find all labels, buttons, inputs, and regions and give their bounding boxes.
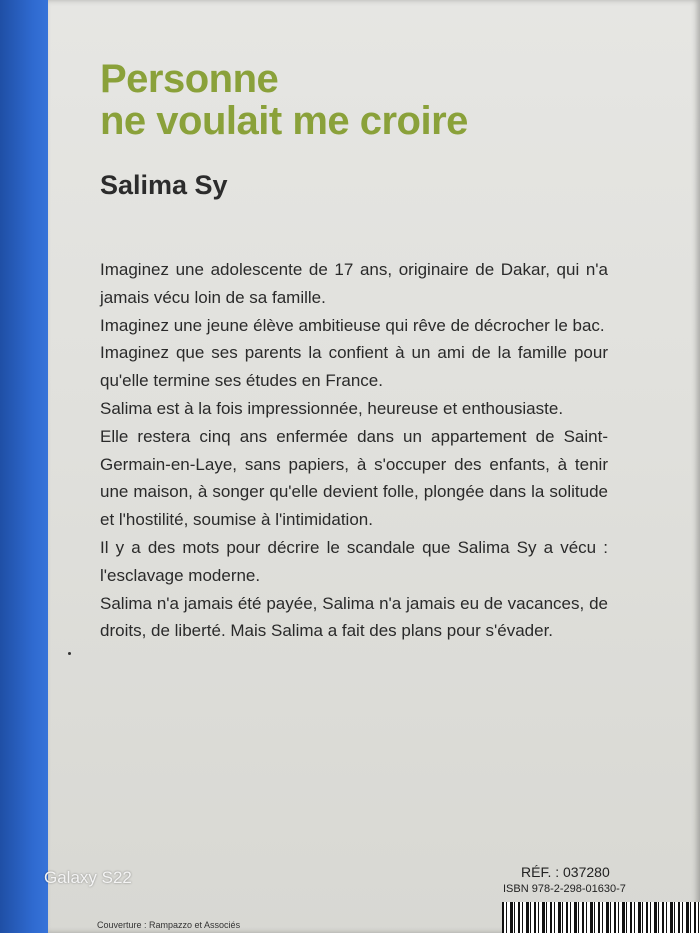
blurb-paragraph: Elle restera cinq ans enfermée dans un appartement de Saint-Germain-en-Laye, sans papiers, à s'occuper des enfants, à tenir une maison, à songer qu'elle devient folle, plongée dans la solitude et l'hostilité, soumise à l'intimidation. <box>100 426 608 530</box>
book-blurb <box>100 256 608 645</box>
blurb-paragraph: Imaginez que ses parents la confient à un ami de la famille pour qu'elle termine ses études en France. <box>100 343 608 391</box>
barcode <box>502 902 700 933</box>
blurb-paragraph: Imaginez une adolescente de 17 ans, originaire de Dakar, qui n'a jamais vécu loin de sa famille. <box>100 260 608 307</box>
blurb-paragraph: Salima n'a jamais été payée, Salima n'a jamais eu de vacances, de droits, de liberté. Mais Salima a fait des plans pour s'évader. <box>100 593 608 641</box>
book-title <box>100 58 468 142</box>
cover-credit: Couverture : Rampazzo et Associés <box>97 920 241 930</box>
blurb-paragraph: Il y a des mots pour décrire le scandale que Salima Sy a vécu : l'esclavage moderne. <box>100 537 608 585</box>
blurb-paragraph: Salima est à la fois impressionnée, heureuse et enthousiaste. <box>100 398 564 418</box>
blue-background <box>0 0 55 933</box>
reference-number: RÉF. : 037280 <box>521 864 610 880</box>
book-title-line-2: ne voulait me croire <box>100 99 468 143</box>
blurb-paragraph: Imaginez une jeune élève ambitieuse qui rêve de décrocher le bac. <box>100 315 605 335</box>
speck <box>68 652 71 655</box>
camera-watermark: Galaxy S22 <box>44 868 132 887</box>
isbn-number: ISBN 978-2-298-01630-7 <box>503 883 626 895</box>
book-author: Salima Sy <box>100 170 228 200</box>
book-title-line-1: Personne <box>100 57 279 101</box>
